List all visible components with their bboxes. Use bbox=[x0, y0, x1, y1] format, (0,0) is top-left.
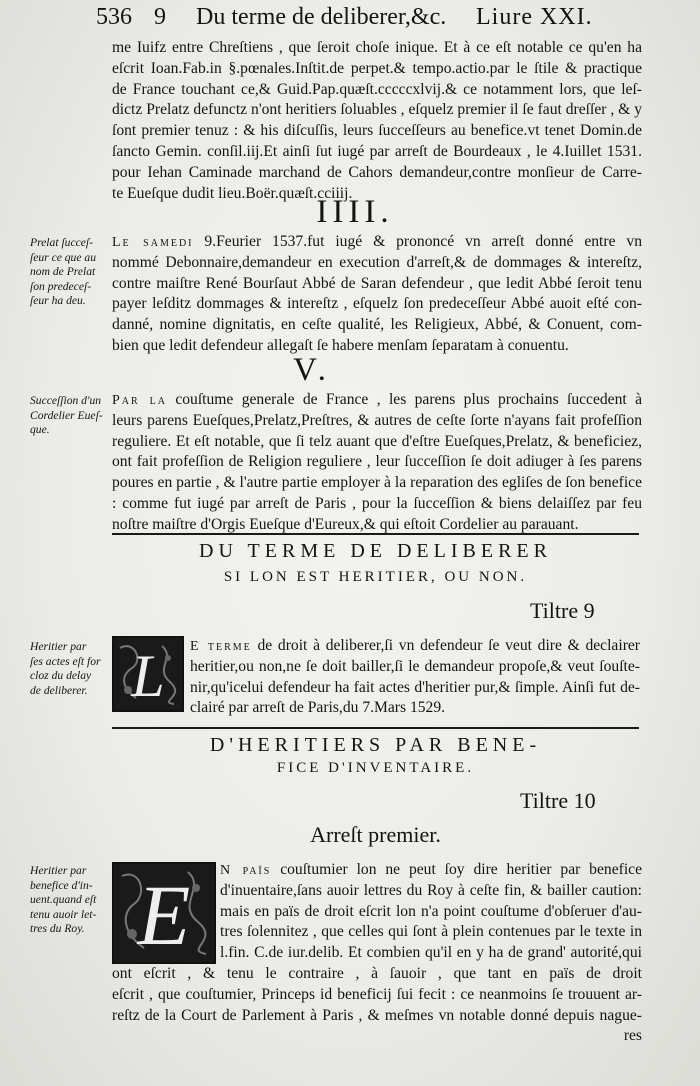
page-number: 536 bbox=[96, 4, 132, 30]
text-line: : comme fut iugé par arreſt de Paris , pour la ſucceſſion & biens delaiſſez par feu bbox=[112, 494, 642, 512]
book-label: Liure XXI. bbox=[476, 4, 593, 30]
running-head bbox=[96, 4, 616, 34]
text-line: nir,qu'icelui defendeur ha fait actes d'heritier pur,& ſimple. Ainſi fut de- bbox=[190, 678, 640, 696]
text-line: ſancto Gemin. conſil.iij.Et ainſi ſut iugé par arreſt de Bourdeaux , le 4.Iuillet 1531. bbox=[112, 142, 642, 160]
text-line: te Eueſque dudit lieu.Boër.quæſt.cciiij. bbox=[112, 184, 353, 202]
text-line: noſtre maiſtre d'Orgis Eueſque d'Eureux,& qui eſtoit Cordelier au parauant. bbox=[112, 515, 579, 533]
title10-subheading: FICE D'INVENTAIRE. bbox=[276, 760, 475, 776]
text-line: ont fait profeſſion de Religion reguliere , leur ſucceſſion ſe doit adiuger à ſes parens bbox=[112, 453, 642, 471]
marginal-note-succession: Succeſſion d'un Cordelier Eueſ- que. bbox=[30, 394, 103, 436]
text-line: me Iuifz entre Chreſtiens , que ſeroit choſe inique. Et à ce eſt notable ce qu'en ha bbox=[112, 39, 642, 56]
lead-words: Le ſamedi bbox=[112, 235, 194, 250]
text-line: mais en païs de droit eſcrit lon n'a point couſtume d'obſeruer d'au- bbox=[220, 902, 642, 920]
lead-words: E terme bbox=[190, 639, 252, 654]
section-v-paragraph bbox=[112, 390, 642, 536]
text-line: tres ſolennitez , que celles qui ſont à plein contenues par le texte in bbox=[220, 923, 642, 941]
arrest-heading: Arreſt premier. bbox=[310, 822, 441, 847]
title10-paragraph bbox=[112, 860, 642, 1047]
marginal-note-benefice: Heritier par benefice d'in- uent.quand eſt tenu auoir let- tres du Roy. bbox=[30, 864, 97, 935]
title10-number: Tiltre 10 bbox=[520, 788, 596, 813]
divider-rule bbox=[112, 533, 639, 535]
title9-heading: DU TERME DE DELIBERER bbox=[199, 540, 552, 562]
text-line: Par la couſtume generale de France , les parens plus prochains ſuccedent à bbox=[112, 391, 642, 408]
marginal-note-prelat: Prelat ſucceſ- ſeur ce que au nom de Prelat ſon predeceſ- ſeur ha deu. bbox=[30, 236, 96, 307]
text-line: ſont premier tenuz : & his diſcuſſis, leurs ſucceſſeurs au benefice.vt tenet Domin.de bbox=[112, 122, 642, 140]
initial-letter: L bbox=[131, 643, 165, 709]
text-line: ont eſcrit , & tenu le contraire , à ſauoir , que tant en païs de droit bbox=[112, 964, 642, 982]
text-line: reguliere. Et eſt notable, que ſi telz auant que d'eſtre Eueſques,Prelatz, & beneficiez, bbox=[112, 432, 642, 450]
text-line: l.fin. C.de iur.delib. Et combien qu'il en y ha de grand' autorité,qui bbox=[220, 944, 642, 962]
text-line: dictz Prelatz defunctz n'ont heritiers ſoluables , eſquelz premier il ſe faut dreſſer , & y bbox=[112, 101, 642, 119]
text-line: nommé Debonnaire,demandeur en execution d'arreſt,& de dommages & intereſtz, bbox=[112, 253, 642, 271]
running-title: Du terme de deliberer,&c. bbox=[196, 4, 447, 30]
text-line: payer leſditz dommages & intereſtz , eſquelz ſon predeceſſeur Abbé auoit eſté con- bbox=[112, 295, 642, 313]
section-numeral-v: V. bbox=[293, 352, 331, 388]
catchword: res bbox=[623, 1027, 642, 1045]
lead-words: Par la bbox=[112, 393, 167, 408]
title9-paragraph bbox=[190, 636, 640, 719]
text-line: clairé par arreſt de Paris,du 7.Mars 1529. bbox=[190, 699, 446, 717]
text-line: contre maiſtre René Bourſaut Abbé de Saran defendeur , que ledit Abbé ſeroit tenu bbox=[112, 274, 642, 292]
text-line: Le ſamedi 9.Feurier 1537.fut iugé & prononcé vn arreſt donné entre vn bbox=[112, 233, 642, 250]
marginal-note-heritier: Heritier par ſes actes eſt for cloz du delay de deliberer. bbox=[30, 640, 101, 697]
divider-rule bbox=[112, 727, 639, 729]
text-line: poures en partie , & l'autre partie employer à la reparation des egliſes de ſon benefice bbox=[112, 474, 642, 492]
text-line: reſtz de la Court de Parlement à Paris , & meſmes vn notable donné depuis nague- bbox=[112, 1006, 642, 1024]
text-line: N païs couſtumier lon ne peut ſoy dire heritier par benefice bbox=[220, 861, 642, 878]
text-line: eſcrit Ioan.Fab.in §.pœnales.Inſtit.de perpet.& tempo.actio.par le ſtile & practique bbox=[112, 59, 642, 77]
signature-mark: 9 bbox=[154, 4, 166, 30]
text-line: bien que ledit defendeur allegaſt ſe habere menſam ſeparatam à conuentu. bbox=[112, 336, 569, 354]
text-line: d'inuentaire,ſans auoir lettres du Roy à ceſte fin, & bailler caution: bbox=[220, 881, 642, 899]
lead-words: N païs bbox=[220, 863, 272, 878]
text-line: danné, nomine dignitatis, en ceſte qualité, les Religieux, Abbé, & Conuent, com- bbox=[112, 316, 642, 334]
title10-heading: D'HERITIERS PAR BENE- bbox=[209, 734, 542, 756]
text-line: pour Iehan Caminade marchand de Cahors demandeur,contre monſieur de Carre- bbox=[112, 163, 642, 181]
decorated-initial-l bbox=[112, 636, 184, 712]
initial-letter: E bbox=[137, 867, 191, 963]
title9-subheading: SI LON EST HERITIER, OU NON. bbox=[223, 569, 528, 585]
title9-number: Tiltre 9 bbox=[530, 598, 595, 623]
section-iiii-paragraph bbox=[112, 232, 642, 357]
section-numeral-iiii: IIII. bbox=[316, 194, 394, 230]
text-line: de France touchant ce,& Guid.Pap.quæſt.cccccxlvij.& ce notamment lors, que leſ- bbox=[112, 80, 642, 98]
text-line: E terme de droit à deliberer,ſi vn defendeur ſe veut dire & declairer bbox=[190, 637, 640, 654]
text-line: eſcrit , que couſtumier, Princeps id beneficij ſui fecit : ce neanmoins ſe trouuent ar- bbox=[112, 985, 642, 1003]
text-line: heritier,ou non,ne ſe doit bailler,ſi le demandeur propoſe,& veut ſouſte- bbox=[190, 657, 640, 675]
intro-paragraph bbox=[112, 38, 642, 204]
text-line: leurs parens Eueſques,Prelatz,Preſtres, & autres de ceſte ſorte n'ayans fait profeſſion bbox=[112, 411, 642, 429]
